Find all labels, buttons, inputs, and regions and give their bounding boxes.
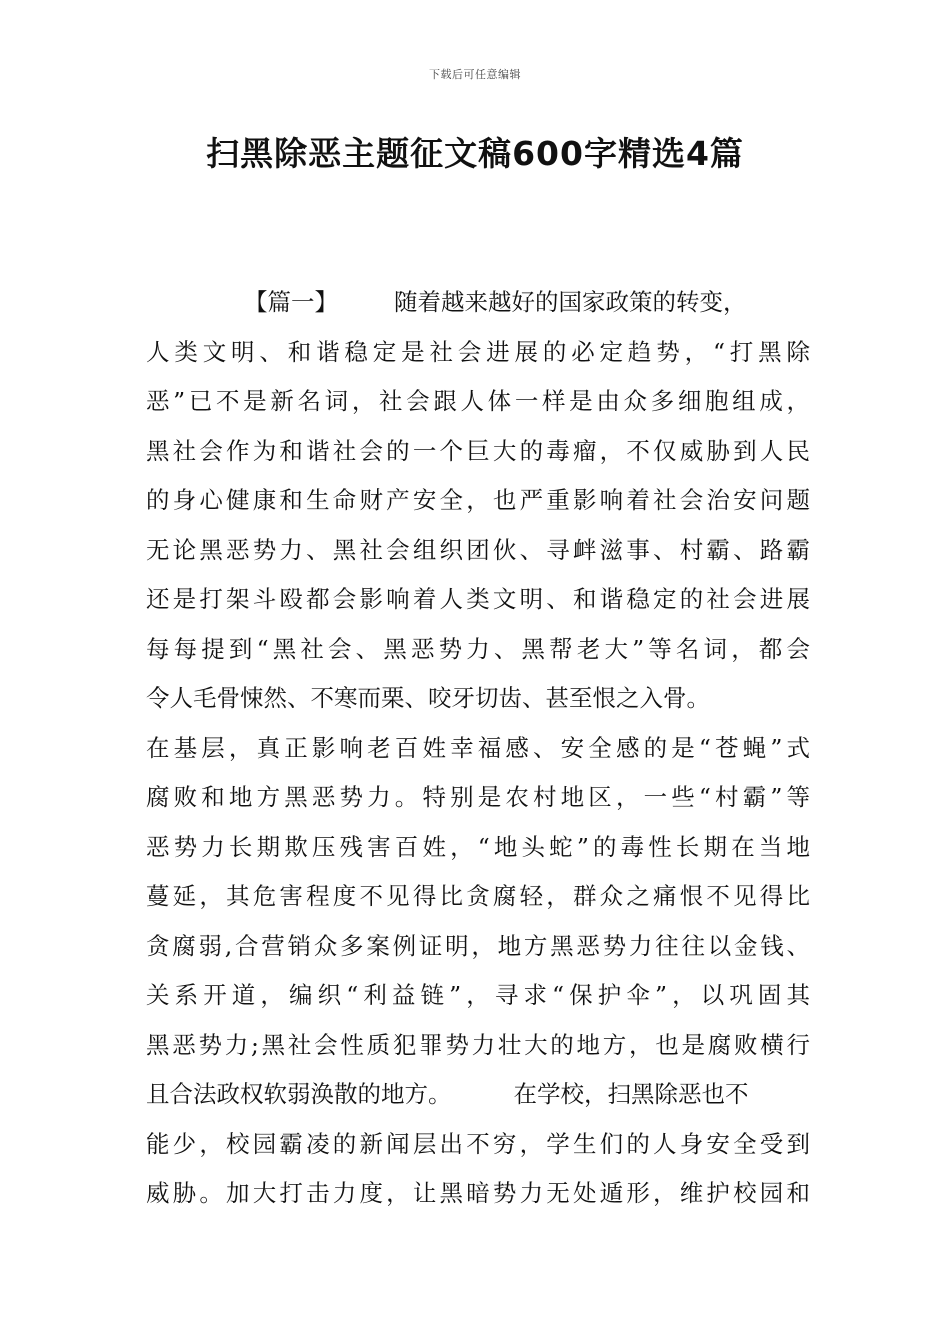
paragraph-line: 令人毛骨悚然、不寒而栗、咬牙切齿、甚至恨之入骨。 [146,684,710,712]
paragraph-line: 蔓延，其危害程度不见得比贪腐轻，群众之痛恨不见得比 [146,882,810,910]
paragraph-line: 腐败和地方黑恶势力。特别是农村地区，一些“村霸”等 [146,783,810,811]
paragraph-line: 恶”已不是新名词，社会跟人体一样是由众多细胞组成， [146,387,810,415]
paragraph-line: 的身心健康和生命财产安全，也严重影响着社会治安问题 [146,486,810,514]
paragraph-line: 能少，校园霸凌的新闻层出不穷，学生们的人身安全受到 [146,1129,810,1158]
paragraph-line-text: 且合法政权软弱涣散的地方。 [146,1080,452,1108]
paragraph-line-text: 随着越来越好的国家政策的转变， [394,288,747,316]
document-body [146,278,810,1219]
document-title: 扫黑除恶主题征文稿600字精选4篇 [206,134,744,173]
paragraph-line: 在基层，真正影响老百姓幸福感、安全感的是“苍蝇”式 [146,733,810,762]
paragraph-line: 无论黑恶势力、黑社会组织团伙、寻衅滋事、村霸、路霸 [146,535,810,564]
paragraph-line: 威胁。加大打击力度，让黑暗势力无处遁形，维护校园和 [146,1179,810,1207]
paragraph-line: 关系开道，编织“利益链”，寻求“保护伞”，以巩固其 [146,981,810,1009]
header-note: 下载后可任意编辑 [429,68,521,81]
paragraph-line: 黑恶势力;黑社会性质犯罪势力壮大的地方，也是腐败横行 [146,1030,810,1059]
section-label: 【篇一】 [244,288,338,316]
paragraph-line: 恶势力长期欺压残害百姓，“地头蛇”的毒性长期在当地 [146,832,810,861]
paragraph-line: 贪腐弱,合营销众多案例证明，地方黑恶势力往往以金钱、 [146,931,810,960]
paragraph-line: 还是打架斗殴都会影响着人类文明、和谐稳定的社会进展 [146,585,810,613]
paragraph-line: 黑社会作为和谐社会的一个巨大的毒瘤，不仅威胁到人民 [146,436,810,465]
paragraph-line: 每每提到“黑社会、黑恶势力、黑帮老大”等名词，都会 [146,634,810,663]
paragraph-line: 人类文明、和谐稳定是社会进展的必定趋势，“打黑除 [146,337,810,366]
paragraph-line [146,1070,810,1120]
paragraph-line [146,278,810,328]
paragraph-line-text: 在学校，扫黑除恶也不 [513,1080,749,1108]
